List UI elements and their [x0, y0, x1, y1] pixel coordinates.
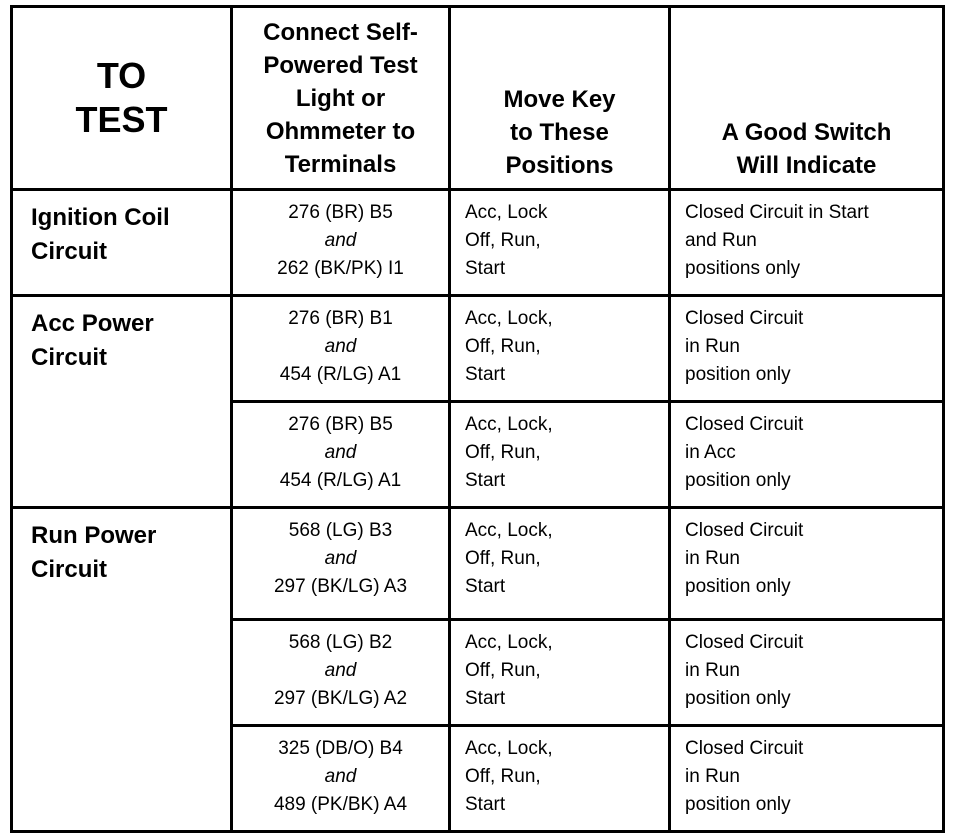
- indicate-cell: [670, 402, 944, 508]
- header-move-key: [450, 7, 670, 190]
- terminal-b: 489 (PK/BK) A4: [273, 794, 408, 815]
- position-line: Acc, Lock,: [465, 520, 553, 541]
- terminals-cell: [232, 508, 450, 620]
- indicate-line: Closed Circuit: [685, 308, 804, 329]
- terminal-and: and: [324, 548, 357, 569]
- terminal-a: 276 (BR) B5: [288, 202, 393, 223]
- position-line: Off, Run,: [465, 230, 541, 251]
- terminal-b: 454 (R/LG) A1: [279, 470, 402, 491]
- header-to-test-line2: TEST: [75, 99, 168, 140]
- positions-cell: [450, 402, 670, 508]
- indicate-line: position only: [685, 364, 791, 385]
- header-connect: [232, 7, 450, 190]
- indicate-line: in Run: [685, 660, 740, 681]
- position-line: Acc, Lock,: [465, 414, 553, 435]
- circuit-name-cell: [12, 190, 232, 296]
- indicate-line: and Run: [685, 230, 757, 251]
- header-to-test: [12, 7, 232, 190]
- positions-cell: [450, 620, 670, 726]
- terminals-cell: [232, 296, 450, 402]
- header-good-line: A Good Switch: [721, 119, 892, 146]
- indicate-line: in Run: [685, 766, 740, 787]
- indicate-line: in Run: [685, 336, 740, 357]
- indicate-cell: [670, 726, 944, 832]
- position-line: Acc, Lock,: [465, 632, 553, 653]
- header-move-line: to These: [510, 119, 609, 146]
- circuit-name-line: Ignition Coil: [31, 204, 170, 231]
- positions-cell: [450, 296, 670, 402]
- indicate-line: position only: [685, 794, 791, 815]
- header-connect-line: Ohmmeter to: [265, 118, 416, 145]
- indicate-line: Closed Circuit: [685, 520, 804, 541]
- indicate-cell: [670, 620, 944, 726]
- indicate-line: in Run: [685, 548, 740, 569]
- terminals-cell: [232, 620, 450, 726]
- terminal-b: 262 (BK/PK) I1: [277, 258, 404, 279]
- position-line: Off, Run,: [465, 336, 541, 357]
- circuit-name-cell: [12, 296, 232, 508]
- position-line: Acc, Lock,: [465, 738, 553, 759]
- terminal-a: 568 (LG) B3: [288, 520, 393, 541]
- header-good-switch: [670, 7, 944, 190]
- terminal-and: and: [324, 660, 357, 681]
- header-connect-line: Connect Self-: [263, 19, 418, 46]
- terminal-b: 297 (BK/LG) A3: [273, 576, 408, 597]
- terminal-and: and: [324, 442, 357, 463]
- terminal-b: 297 (BK/LG) A2: [273, 688, 408, 709]
- indicate-cell: [670, 508, 944, 620]
- indicate-line: Closed Circuit: [685, 414, 804, 435]
- terminal-a: 276 (BR) B5: [288, 414, 393, 435]
- header-row: [12, 7, 944, 190]
- header-connect-line: Light or: [295, 85, 386, 112]
- ignition-switch-test-table: [10, 5, 945, 833]
- indicate-line: position only: [685, 688, 791, 709]
- terminal-and: and: [324, 766, 357, 787]
- position-line: Acc, Lock: [465, 202, 548, 223]
- position-line: Acc, Lock,: [465, 308, 553, 329]
- position-line: Start: [465, 794, 506, 815]
- table-row: [12, 190, 944, 296]
- position-line: Off, Run,: [465, 442, 541, 463]
- positions-cell: [450, 508, 670, 620]
- circuit-name-line: Circuit: [31, 238, 108, 265]
- positions-cell: [450, 726, 670, 832]
- terminals-cell: [232, 190, 450, 296]
- header-connect-line: Powered Test: [263, 52, 418, 79]
- terminals-cell: [232, 726, 450, 832]
- table-row: [12, 508, 944, 620]
- position-line: Start: [465, 364, 506, 385]
- position-line: Off, Run,: [465, 660, 541, 681]
- terminals-cell: [232, 402, 450, 508]
- terminal-b: 454 (R/LG) A1: [279, 364, 402, 385]
- position-line: Start: [465, 688, 506, 709]
- table-row: [12, 296, 944, 402]
- terminal-a: 568 (LG) B2: [288, 632, 393, 653]
- terminal-and: and: [324, 336, 357, 357]
- circuit-name-line: Acc Power: [31, 310, 154, 337]
- header-connect-line: Terminals: [284, 151, 397, 178]
- header-to-test-line1: TO: [96, 55, 147, 96]
- positions-cell: [450, 190, 670, 296]
- position-line: Start: [465, 470, 506, 491]
- circuit-name-cell: [12, 508, 232, 832]
- indicate-line: Closed Circuit: [685, 632, 804, 653]
- circuit-name-line: Run Power: [31, 522, 157, 549]
- terminal-a: 325 (DB/O) B4: [278, 738, 403, 759]
- header-move-line: Move Key: [503, 86, 616, 113]
- header-good-line: Will Indicate: [736, 152, 877, 179]
- indicate-cell: [670, 296, 944, 402]
- indicate-line: position only: [685, 576, 791, 597]
- indicate-line: in Acc: [685, 442, 736, 463]
- header-move-line: Positions: [505, 152, 614, 179]
- terminal-and: and: [324, 230, 357, 251]
- indicate-line: position only: [685, 470, 791, 491]
- indicate-cell: [670, 190, 944, 296]
- circuit-name-line: Circuit: [31, 556, 108, 583]
- position-line: Off, Run,: [465, 548, 541, 569]
- position-line: Off, Run,: [465, 766, 541, 787]
- indicate-line: positions only: [685, 258, 801, 279]
- terminal-a: 276 (BR) B1: [288, 308, 393, 329]
- position-line: Start: [465, 258, 506, 279]
- indicate-line: Closed Circuit: [685, 738, 804, 759]
- indicate-line: Closed Circuit in Start: [685, 202, 869, 223]
- circuit-name-line: Circuit: [31, 344, 108, 371]
- position-line: Start: [465, 576, 506, 597]
